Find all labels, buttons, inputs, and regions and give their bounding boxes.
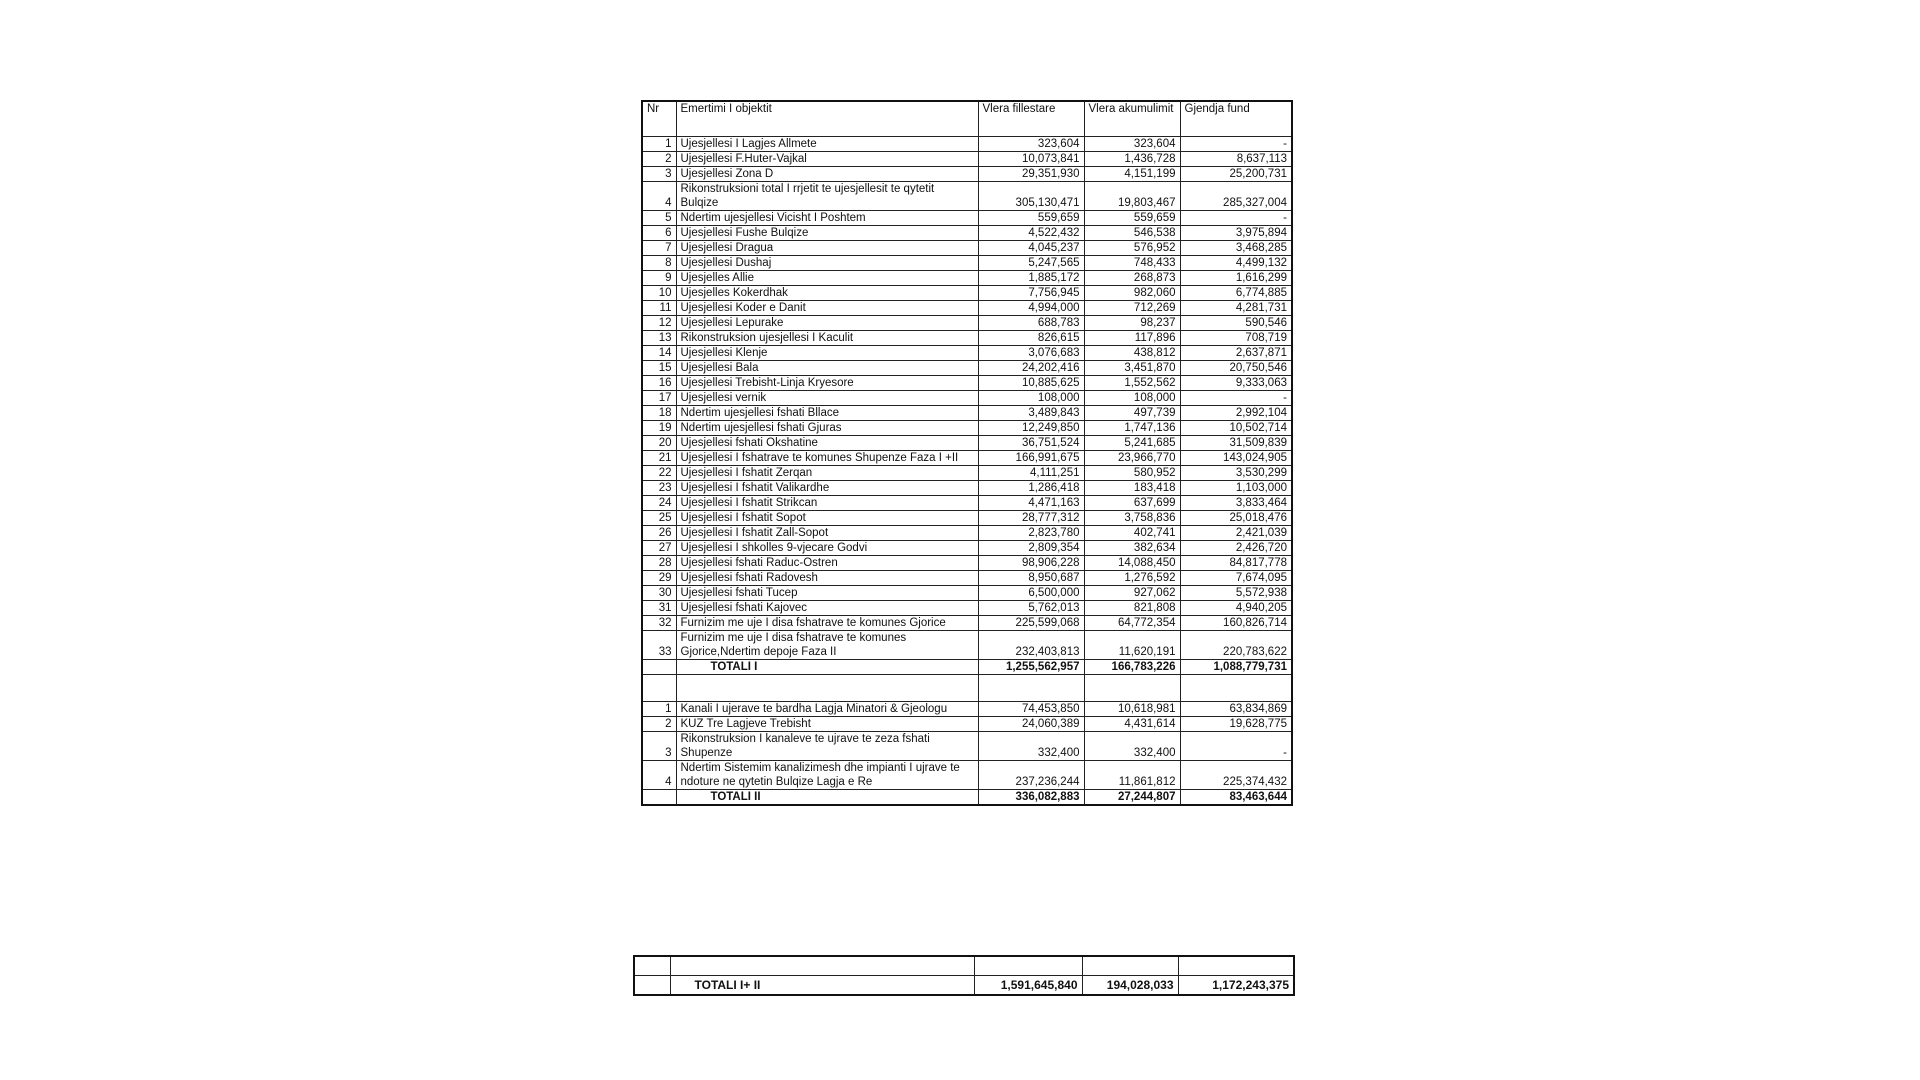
row-number: 13: [642, 331, 676, 346]
row-initial-value: 2,809,354: [978, 541, 1084, 556]
header-name: Emertimi I objektit: [676, 101, 978, 137]
row-object-name: Rikonstruksioni total I rrjetit te ujesjellesit te qytetit Bulqize: [676, 182, 978, 211]
row-initial-value: 232,403,813: [978, 631, 1084, 660]
table-row: [642, 406, 1292, 421]
total-nr-cell: [642, 660, 676, 675]
row-final-balance: -: [1180, 211, 1292, 226]
row-number: 3: [642, 167, 676, 182]
row-final-balance: 6,774,885: [1180, 286, 1292, 301]
row-object-name: Ujesjellesi I fshatit Zerqan: [676, 466, 978, 481]
row-accumulated-value: 580,952: [1084, 466, 1180, 481]
row-initial-value: 5,247,565: [978, 256, 1084, 271]
table-row: [642, 586, 1292, 601]
table-row: [642, 376, 1292, 391]
row-number: 22: [642, 466, 676, 481]
row-initial-value: 559,659: [978, 211, 1084, 226]
row-final-balance: 708,719: [1180, 331, 1292, 346]
row-accumulated-value: 576,952: [1084, 241, 1180, 256]
table-row: [642, 226, 1292, 241]
row-object-name: Ndertim ujesjellesi fshati Gjuras: [676, 421, 978, 436]
row-object-name: Rikonstruksion I kanaleve te ujrave te zeza fshati Shupenze: [676, 732, 978, 761]
row-final-balance: 19,628,775: [1180, 717, 1292, 732]
row-initial-value: 826,615: [978, 331, 1084, 346]
row-final-balance: 590,546: [1180, 316, 1292, 331]
row-object-name: Furnizim me uje I disa fshatrave te komunes Gjorice: [676, 616, 978, 631]
row-final-balance: 2,426,720: [1180, 541, 1292, 556]
row-number: 31: [642, 601, 676, 616]
table-row: [642, 137, 1292, 152]
row-final-balance: 285,327,004: [1180, 182, 1292, 211]
table-row: [642, 167, 1292, 182]
row-object-name: Ndertim Sistemim kanalizimesh dhe impianti I ujrave te ndoture ne qytetin Bulqize Lagja e Re: [676, 761, 978, 790]
row-number: 14: [642, 346, 676, 361]
row-final-balance: 31,509,839: [1180, 436, 1292, 451]
row-accumulated-value: 323,604: [1084, 137, 1180, 152]
row-object-name: Ujesjellesi fshati Radovesh: [676, 571, 978, 586]
row-object-name: Ujesjellesi Fushe Bulqize: [676, 226, 978, 241]
row-object-name: Ujesjelles Allie: [676, 271, 978, 286]
row-number: 4: [642, 182, 676, 211]
table-row: [642, 211, 1292, 226]
row-object-name: Furnizim me uje I disa fshatrave te komunes Gjorice,Ndertim depoje Faza II: [676, 631, 978, 660]
row-accumulated-value: 4,431,614: [1084, 717, 1180, 732]
row-final-balance: 7,674,095: [1180, 571, 1292, 586]
row-accumulated-value: 19,803,467: [1084, 182, 1180, 211]
row-final-balance: 3,975,894: [1180, 226, 1292, 241]
row-initial-value: 28,777,312: [978, 511, 1084, 526]
row-final-balance: 4,281,731: [1180, 301, 1292, 316]
row-initial-value: 305,130,471: [978, 182, 1084, 211]
row-object-name: Ujesjellesi I Lagjes Allmete: [676, 137, 978, 152]
row-number: 8: [642, 256, 676, 271]
table-row: [642, 361, 1292, 376]
total2-final: 83,463,644: [1180, 790, 1292, 806]
row-final-balance: 2,992,104: [1180, 406, 1292, 421]
table-row: [642, 717, 1292, 732]
row-final-balance: 8,637,113: [1180, 152, 1292, 167]
row-object-name: Ujesjellesi fshati Kajovec: [676, 601, 978, 616]
table-row: [642, 271, 1292, 286]
row-accumulated-value: 5,241,685: [1084, 436, 1180, 451]
row-object-name: Ujesjellesi Trebisht-Linja Kryesore: [676, 376, 978, 391]
row-accumulated-value: 748,433: [1084, 256, 1180, 271]
row-initial-value: 332,400: [978, 732, 1084, 761]
row-number: 2: [642, 152, 676, 167]
table-row: [642, 152, 1292, 167]
table-row: [642, 541, 1292, 556]
table-row: [642, 466, 1292, 481]
row-accumulated-value: 108,000: [1084, 391, 1180, 406]
total2-accum: 27,244,807: [1084, 790, 1180, 806]
row-number: 7: [642, 241, 676, 256]
total1-final: 1,088,779,731: [1180, 660, 1292, 675]
row-final-balance: 3,833,464: [1180, 496, 1292, 511]
row-object-name: Ujesjellesi Koder e Danit: [676, 301, 978, 316]
row-initial-value: 237,236,244: [978, 761, 1084, 790]
row-final-balance: -: [1180, 732, 1292, 761]
row-accumulated-value: 546,538: [1084, 226, 1180, 241]
row-initial-value: 8,950,687: [978, 571, 1084, 586]
row-accumulated-value: 23,966,770: [1084, 451, 1180, 466]
row-initial-value: 323,604: [978, 137, 1084, 152]
water-supply-section: [642, 137, 1292, 660]
row-accumulated-value: 1,436,728: [1084, 152, 1180, 167]
table-row: [642, 761, 1292, 790]
total2-initial: 336,082,883: [978, 790, 1084, 806]
header-row: [642, 101, 1292, 137]
row-accumulated-value: 332,400: [1084, 732, 1180, 761]
row-final-balance: 25,018,476: [1180, 511, 1292, 526]
row-accumulated-value: 117,896: [1084, 331, 1180, 346]
row-initial-value: 166,991,675: [978, 451, 1084, 466]
row-number: 15: [642, 361, 676, 376]
row-number: 1: [642, 702, 676, 717]
row-number: 5: [642, 211, 676, 226]
table-row: [642, 732, 1292, 761]
row-final-balance: 5,572,938: [1180, 586, 1292, 601]
sewer-section: [642, 702, 1292, 790]
row-accumulated-value: 1,276,592: [1084, 571, 1180, 586]
row-accumulated-value: 3,451,870: [1084, 361, 1180, 376]
row-final-balance: 1,103,000: [1180, 481, 1292, 496]
row-initial-value: 10,073,841: [978, 152, 1084, 167]
row-initial-value: 3,076,683: [978, 346, 1084, 361]
total-nr-cell: [642, 790, 676, 806]
row-final-balance: -: [1180, 391, 1292, 406]
row-number: 19: [642, 421, 676, 436]
row-final-balance: 9,333,063: [1180, 376, 1292, 391]
row-object-name: Ujesjellesi Dragua: [676, 241, 978, 256]
row-final-balance: 63,834,869: [1180, 702, 1292, 717]
row-number: 12: [642, 316, 676, 331]
row-accumulated-value: 382,634: [1084, 541, 1180, 556]
row-object-name: Ujesjellesi Zona D: [676, 167, 978, 182]
row-initial-value: 12,249,850: [978, 421, 1084, 436]
table-row: [642, 571, 1292, 586]
row-number: 28: [642, 556, 676, 571]
row-accumulated-value: 821,808: [1084, 601, 1180, 616]
row-number: 17: [642, 391, 676, 406]
table-row: [642, 241, 1292, 256]
row-number: 27: [642, 541, 676, 556]
row-initial-value: 2,823,780: [978, 526, 1084, 541]
row-number: 21: [642, 451, 676, 466]
table-row: [642, 391, 1292, 406]
row-final-balance: 25,200,731: [1180, 167, 1292, 182]
table-row: [642, 182, 1292, 211]
row-initial-value: 24,202,416: [978, 361, 1084, 376]
table-row: [642, 481, 1292, 496]
row-final-balance: 225,374,432: [1180, 761, 1292, 790]
row-initial-value: 7,756,945: [978, 286, 1084, 301]
row-object-name: Ujesjellesi Lepurake: [676, 316, 978, 331]
row-initial-value: 24,060,389: [978, 717, 1084, 732]
grand-total-final: 1,172,243,375: [1178, 976, 1294, 996]
table-row: [642, 496, 1292, 511]
row-number: 25: [642, 511, 676, 526]
row-object-name: Ujesjellesi fshati Raduc-Ostren: [676, 556, 978, 571]
row-accumulated-value: 1,552,562: [1084, 376, 1180, 391]
row-final-balance: 10,502,714: [1180, 421, 1292, 436]
row-accumulated-value: 712,269: [1084, 301, 1180, 316]
row-object-name: Ujesjellesi I fshatit Zall-Sopot: [676, 526, 978, 541]
grand-total-initial: 1,591,645,840: [974, 976, 1082, 996]
row-number: 2: [642, 717, 676, 732]
row-object-name: Ujesjellesi Bala: [676, 361, 978, 376]
row-object-name: KUZ Tre Lagjeve Trebisht: [676, 717, 978, 732]
row-number: 23: [642, 481, 676, 496]
table-row: [642, 451, 1292, 466]
row-initial-value: 4,111,251: [978, 466, 1084, 481]
row-number: 30: [642, 586, 676, 601]
row-initial-value: 1,286,418: [978, 481, 1084, 496]
row-final-balance: 4,940,205: [1180, 601, 1292, 616]
row-final-balance: 2,421,039: [1180, 526, 1292, 541]
row-object-name: Ujesjelles Kokerdhak: [676, 286, 978, 301]
table-row: [642, 286, 1292, 301]
table-row: [642, 511, 1292, 526]
table-row: [642, 421, 1292, 436]
row-accumulated-value: 637,699: [1084, 496, 1180, 511]
row-initial-value: 74,453,850: [978, 702, 1084, 717]
row-object-name: Ndertim ujesjellesi fshati Bllace: [676, 406, 978, 421]
row-object-name: Ujesjellesi I shkolles 9-vjecare Godvi: [676, 541, 978, 556]
row-object-name: Ujesjellesi Dushaj: [676, 256, 978, 271]
row-number: 11: [642, 301, 676, 316]
spacer-row: [642, 675, 1292, 702]
row-number: 4: [642, 761, 676, 790]
table-row: [642, 256, 1292, 271]
row-initial-value: 6,500,000: [978, 586, 1084, 601]
row-final-balance: 3,468,285: [1180, 241, 1292, 256]
grand-total-row: [634, 976, 1294, 996]
row-initial-value: 688,783: [978, 316, 1084, 331]
row-initial-value: 4,994,000: [978, 301, 1084, 316]
row-number: 9: [642, 271, 676, 286]
row-number: 24: [642, 496, 676, 511]
row-final-balance: 143,024,905: [1180, 451, 1292, 466]
row-initial-value: 36,751,524: [978, 436, 1084, 451]
row-accumulated-value: 982,060: [1084, 286, 1180, 301]
row-number: 16: [642, 376, 676, 391]
table-row: [642, 346, 1292, 361]
header-initial-value: Vlera fillestare: [978, 101, 1084, 137]
table-row: [642, 316, 1292, 331]
row-object-name: Ujesjellesi I fshatit Sopot: [676, 511, 978, 526]
row-number: 29: [642, 571, 676, 586]
header-accumulated-value: Vlera akumulimit: [1084, 101, 1180, 137]
table-row: [642, 601, 1292, 616]
row-object-name: Ujesjellesi fshati Tucep: [676, 586, 978, 601]
row-accumulated-value: 183,418: [1084, 481, 1180, 496]
total1-accum: 166,783,226: [1084, 660, 1180, 675]
row-initial-value: 5,762,013: [978, 601, 1084, 616]
row-accumulated-value: 402,741: [1084, 526, 1180, 541]
row-object-name: Kanali I ujerave te bardha Lagja Minatori & Gjeologu: [676, 702, 978, 717]
row-final-balance: 2,637,871: [1180, 346, 1292, 361]
header-nr: Nr: [642, 101, 676, 137]
grand-empty-row: [634, 956, 1294, 976]
row-initial-value: 3,489,843: [978, 406, 1084, 421]
row-object-name: Ujesjellesi vernik: [676, 391, 978, 406]
row-final-balance: 160,826,714: [1180, 616, 1292, 631]
row-object-name: Ujesjellesi I fshatrave te komunes Shupenze Faza I +II: [676, 451, 978, 466]
row-initial-value: 1,885,172: [978, 271, 1084, 286]
row-number: 3: [642, 732, 676, 761]
row-accumulated-value: 11,861,812: [1084, 761, 1180, 790]
header-final-balance: Gjendja fund: [1180, 101, 1292, 137]
total1-label: TOTALI I: [676, 660, 978, 675]
row-final-balance: 3,530,299: [1180, 466, 1292, 481]
row-final-balance: 20,750,546: [1180, 361, 1292, 376]
row-initial-value: 4,522,432: [978, 226, 1084, 241]
table-row: [642, 556, 1292, 571]
row-accumulated-value: 497,739: [1084, 406, 1180, 421]
row-number: 18: [642, 406, 676, 421]
row-accumulated-value: 10,618,981: [1084, 702, 1180, 717]
row-initial-value: 108,000: [978, 391, 1084, 406]
row-accumulated-value: 927,062: [1084, 586, 1180, 601]
row-object-name: Ujesjellesi F.Huter-Vajkal: [676, 152, 978, 167]
asset-ledger-sheet: [641, 100, 1291, 806]
row-initial-value: 4,045,237: [978, 241, 1084, 256]
row-initial-value: 29,351,930: [978, 167, 1084, 182]
row-accumulated-value: 14,088,450: [1084, 556, 1180, 571]
total-row-section1: [642, 660, 1292, 675]
table-row: [642, 702, 1292, 717]
row-accumulated-value: 98,237: [1084, 316, 1180, 331]
row-object-name: Ujesjellesi Klenje: [676, 346, 978, 361]
row-initial-value: 98,906,228: [978, 556, 1084, 571]
total-row-section2: [642, 790, 1292, 806]
row-number: 6: [642, 226, 676, 241]
row-initial-value: 10,885,625: [978, 376, 1084, 391]
row-accumulated-value: 438,812: [1084, 346, 1180, 361]
row-final-balance: -: [1180, 137, 1292, 152]
row-object-name: Ndertim ujesjellesi Vicisht I Poshtem: [676, 211, 978, 226]
row-accumulated-value: 64,772,354: [1084, 616, 1180, 631]
row-accumulated-value: 268,873: [1084, 271, 1180, 286]
table-row: [642, 631, 1292, 660]
row-number: 26: [642, 526, 676, 541]
row-number: 20: [642, 436, 676, 451]
row-object-name: Ujesjellesi I fshatit Strikcan: [676, 496, 978, 511]
grand-total-label: TOTALI I+ II: [670, 976, 974, 996]
row-number: 1: [642, 137, 676, 152]
table-row: [642, 436, 1292, 451]
total1-initial: 1,255,562,957: [978, 660, 1084, 675]
table-row: [642, 526, 1292, 541]
row-accumulated-value: 559,659: [1084, 211, 1180, 226]
row-initial-value: 4,471,163: [978, 496, 1084, 511]
row-final-balance: 84,817,778: [1180, 556, 1292, 571]
row-number: 33: [642, 631, 676, 660]
row-accumulated-value: 1,747,136: [1084, 421, 1180, 436]
table-row: [642, 616, 1292, 631]
grand-total-table: [633, 955, 1295, 996]
row-accumulated-value: 3,758,836: [1084, 511, 1180, 526]
row-final-balance: 220,783,622: [1180, 631, 1292, 660]
table-row: [642, 331, 1292, 346]
row-object-name: Ujesjellesi I fshatit Valikardhe: [676, 481, 978, 496]
row-object-name: Rikonstruksion ujesjellesi I Kaculit: [676, 331, 978, 346]
row-accumulated-value: 11,620,191: [1084, 631, 1180, 660]
row-final-balance: 1,616,299: [1180, 271, 1292, 286]
row-final-balance: 4,499,132: [1180, 256, 1292, 271]
total2-label: TOTALI II: [676, 790, 978, 806]
row-number: 10: [642, 286, 676, 301]
grand-total-accum: 194,028,033: [1082, 976, 1178, 996]
grand-total-box: [633, 955, 1293, 996]
row-initial-value: 225,599,068: [978, 616, 1084, 631]
asset-ledger-table: [641, 100, 1293, 806]
row-accumulated-value: 4,151,199: [1084, 167, 1180, 182]
table-row: [642, 301, 1292, 316]
row-object-name: Ujesjellesi fshati Okshatine: [676, 436, 978, 451]
row-number: 32: [642, 616, 676, 631]
